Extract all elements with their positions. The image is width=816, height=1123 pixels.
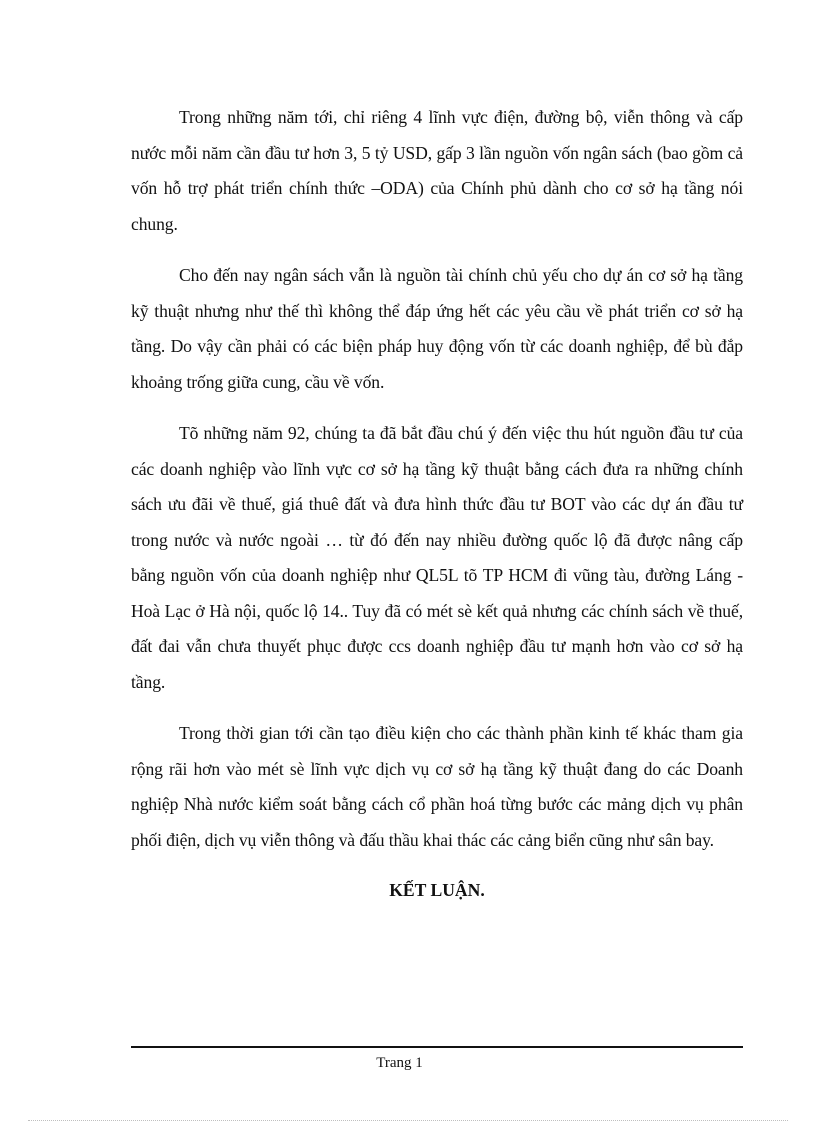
body-text	[131, 100, 743, 874]
footer-divider	[131, 1046, 743, 1048]
paragraph-4: Trong thời gian tới cần tạo điều kiện cho các thành phần kinh tế khác tham gia rộng rãi hơn vào mét sè lĩnh vực dịch vụ cơ sở hạ tầng kỹ thuật đang do các Doanh nghiệp Nhà nước kiểm soát bằng cách cổ phần hoá từng bước các mảng dịch vụ phân phối điện, dịch vụ viễn thông và đấu thầu khai thác các cảng biển cũng như sân bay.	[131, 723, 743, 850]
paragraph-2: Cho đến nay ngân sách vẫn là nguồn tài chính chủ yếu cho dự án cơ sở hạ tầng kỹ thuật nhưng như thế thì không thể đáp ứng hết các yêu cầu về phát triển cơ sở hạ tầng. Do vậy cần phải có các biện pháp huy động vốn từ các doanh nghiệp, để bù đắp khoảng trống giữa cung, cầu về vốn.	[131, 265, 743, 392]
paragraph-1: Trong những năm tới, chỉ riêng 4 lĩnh vực điện, đường bộ, viễn thông và cấp nước mỗi năm cần đầu tư hơn 3, 5 tỷ USD, gấp 3 lần nguồn vốn ngân sách (bao gồm cả vốn hỗ trợ phát triển chính thức –ODA) của Chính phủ dành cho cơ sở hạ tầng nói chung.	[131, 107, 743, 234]
page-number: Trang 1	[376, 1055, 423, 1071]
paragraph-3: Tõ những năm 92, chúng ta đã bắt đầu chú ý đến việc thu hút nguồn đầu tư của các doanh nghiệp vào lĩnh vực cơ sở hạ tầng kỹ thuật bằng cách đưa ra những chính sách ưu đãi về thuế, giá thuê đất và đưa hình thức đầu tư BOT vào các dự án đầu tư trong nước và nước ngoài … từ đó đến nay nhiều đường quốc lộ đã được nâng cấp bằng nguồn vốn của doanh nghiệp như QL5L tõ TP HCM đi vũng tàu, đường Láng - Hoà Lạc ở Hà nội, quốc lộ 14.. Tuy đã có mét sè kết quả nhưng các chính sách về thuế, đất đai vẫn chưa thuyết phục được ccs doanh nghiệp đầu tư mạnh hơn vào cơ sở hạ tầng.	[131, 423, 743, 692]
page-bottom-edge	[28, 1120, 788, 1121]
conclusion-heading: KẾT LUẬN.	[389, 880, 485, 900]
